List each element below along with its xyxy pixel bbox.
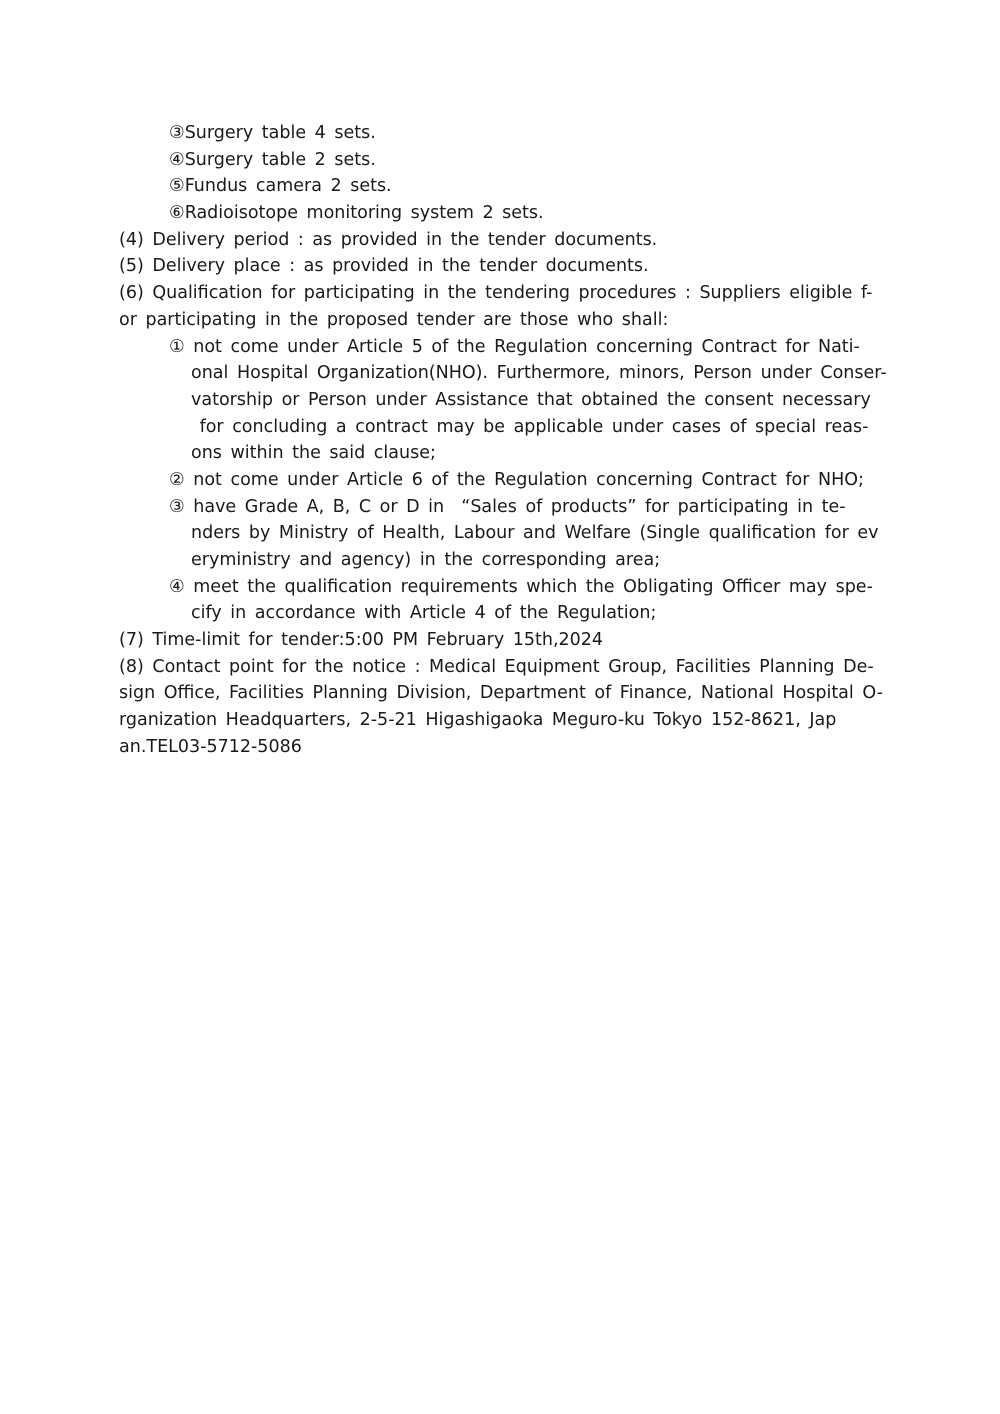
qualification-item-1: ons within the said clause; — [191, 443, 436, 464]
qualification-item-1: ① not come under Article 5 of the Regulation concerning Contract for Nati- — [169, 336, 860, 357]
contact-point: rganization Headquarters, 2-5-21 Higashigaoka Meguro-ku Tokyo 152-8621, Jap — [119, 710, 837, 731]
qualification-item-1: onal Hospital Organization(NHO). Furthermore, minors, Person under Conser- — [191, 363, 887, 384]
qualification-item-1: for concluding a contract may be applicable under cases of special reas- — [191, 416, 869, 437]
qualification-intro: or participating in the proposed tender are those who shall: — [119, 309, 669, 330]
document-body — [119, 120, 887, 761]
qualification-item-4: ④ meet the qualification requirements which the Obligating Officer may spe- — [169, 576, 873, 597]
delivery-place: (5) Delivery place : as provided in the tender documents. — [119, 256, 649, 277]
item-line: ⑥Radioisotope monitoring system 2 sets. — [169, 203, 544, 224]
delivery-period: (4) Delivery period : as provided in the tender documents. — [119, 229, 658, 250]
qualification-intro: (6) Qualification for participating in the tendering procedures : Suppliers eligible f- — [119, 283, 873, 304]
item-line: ⑤Fundus camera 2 sets. — [169, 176, 392, 197]
contact-point: sign Office, Facilities Planning Division, Department of Finance, National Hospital O- — [119, 683, 883, 704]
qualification-item-3: ③ have Grade A, B, C or D in “Sales of products” for participating in te- — [169, 496, 846, 517]
qualification-item-3: eryministry and agency) in the corresponding area; — [191, 550, 661, 570]
qualification-item-1: vatorship or Person under Assistance that obtained the consent necessary — [191, 389, 871, 410]
time-limit: (7) Time-limit for tender:5:00 PM February 15th,2024 — [119, 630, 604, 651]
contact-point: an.TEL03-5712-5086 — [119, 736, 302, 757]
item-line: ③Surgery table 4 sets. — [169, 123, 376, 143]
item-line: ④Surgery table 2 sets. — [169, 149, 376, 170]
qualification-item-4: cify in accordance with Article 4 of the Regulation; — [191, 603, 657, 624]
contact-point: (8) Contact point for the notice : Medical Equipment Group, Facilities Planning De- — [119, 656, 874, 677]
qualification-item-2: ② not come under Article 6 of the Regulation concerning Contract for NHO; — [169, 469, 864, 490]
qualification-item-3: nders by Ministry of Health, Labour and Welfare (Single qualification for ev — [191, 523, 879, 544]
